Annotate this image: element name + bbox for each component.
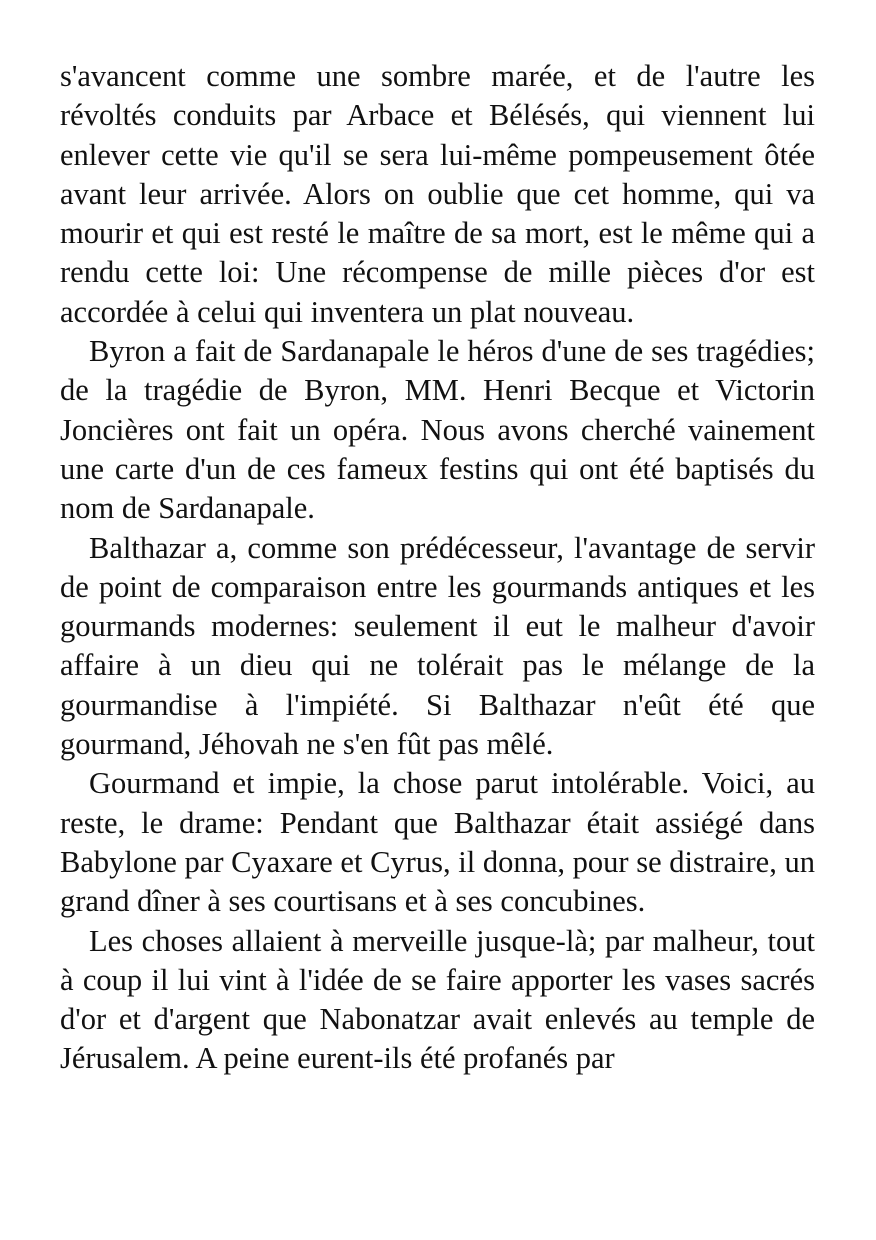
paragraph-5-les-choses: Les choses allaient à merveille jusque-là; par malheur, tout à coup il lui vint à l'idée de se faire apporter les vases sacrés d'or et d'argent que Nabonatzar avait enlevés au temple de Jérusalem. A peine eurent-ils été profanés par	[60, 923, 815, 1076]
paragraph-4-gourmand-et-impie: Gourmand et impie, la chose parut intolérable. Voici, au reste, le drame: Pendant que Balthazar était assiégé dans Babylone par Cyaxare et Cyrus, il donna, pour se distraire, un grand dîner à ses courtisans et à ses concubines.	[60, 766, 815, 919]
paragraph-3-balthazar: Balthazar a, comme son prédécesseur, l'avantage de servir de point de comparaison entre les gourmands antiques et les gourmands modernes: seulement il eut le malheur d'avoir affaire à un dieu qui ne tolérait pas le mélange de la gourmandise à l'impiété. Si Balthazar n'eût été que gourmand, Jéhovah ne s'en fût pas mêlé.	[60, 530, 815, 762]
page-body	[60, 57, 815, 1079]
paragraph-1-continuation: s'avancent comme une sombre marée, et de l'autre les révoltés conduits par Arbace et Bélésés, qui viennent lui enlever cette vie qu'il se sera lui-même pompeusement ôtée avant leur arrivée. Alors on oublie que cet homme, qui va mourir et qui est resté le maître de sa mort, est le même qui a rendu cette loi: Une récompense de mille pièces d'or est accordée à celui qui inventera un plat nouveau.	[60, 59, 815, 329]
paragraph-2-byron: Byron a fait de Sardanapale le héros d'une de ses tragédies; de la tragédie de Byron, MM. Henri Becque et Victorin Joncières ont fait un opéra. Nous avons cherché vainement une carte d'un de ces fameux festins qui ont été baptisés du nom de Sardanapale.	[60, 334, 815, 526]
